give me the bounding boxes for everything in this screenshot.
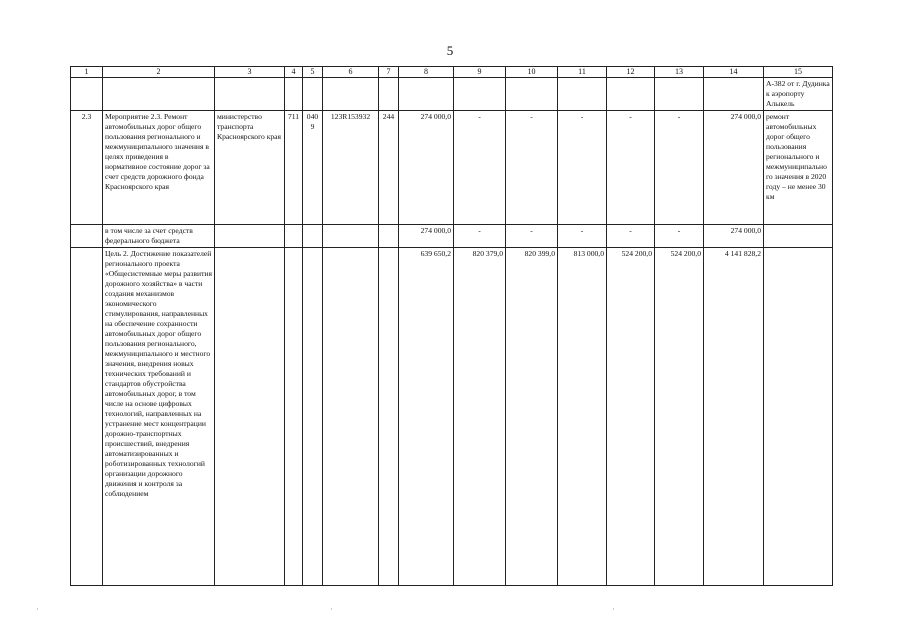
value-cell: 813 000,0 [558, 247, 607, 585]
total-value-cell: 274 000,0 [704, 224, 764, 247]
csr-cell: 123R153932 [323, 110, 379, 224]
row-number-cell: 2.3 [71, 110, 103, 224]
value-cell: 524 200,0 [655, 247, 704, 585]
total-value-cell: 4 141 828,2 [704, 247, 764, 585]
value-cell: - [655, 224, 704, 247]
result-continuation-cell: А-382 от г. Дудинка к аэропорту Алыкель [764, 77, 833, 110]
scan-speck: · [612, 604, 615, 614]
expected-result-cell: ремонт автомобильных дорог общего пользования регионального и межмуниципального значения в 2020 году – не менее 30 км [764, 110, 833, 224]
value-cell: - [607, 224, 655, 247]
column-number: 10 [506, 67, 558, 78]
column-number: 1 [71, 67, 103, 78]
value-cell: 274 000,0 [399, 110, 454, 224]
scan-speck: · [330, 604, 333, 614]
column-number: 4 [285, 67, 303, 78]
scan-speck: · [36, 604, 39, 614]
column-number: 14 [704, 67, 764, 78]
column-number: 9 [454, 67, 506, 78]
column-number: 5 [303, 67, 323, 78]
value-cell: - [454, 224, 506, 247]
rzpr-cell: 0409 [303, 110, 323, 224]
value-cell: - [558, 110, 607, 224]
table-row-goal [71, 247, 833, 585]
column-number: 15 [764, 67, 833, 78]
value-cell: - [558, 224, 607, 247]
column-number: 7 [379, 67, 399, 78]
value-cell: - [655, 110, 704, 224]
program-table [70, 66, 833, 586]
value-cell: 274 000,0 [399, 224, 454, 247]
value-cell: 524 200,0 [607, 247, 655, 585]
value-cell: 639 650,2 [399, 247, 454, 585]
value-cell: - [607, 110, 655, 224]
column-number: 8 [399, 67, 454, 78]
executor-cell: министерство транспорта Красноярского края [215, 110, 285, 224]
grbs-cell: 711 [285, 110, 303, 224]
column-number: 13 [655, 67, 704, 78]
table-row-measure [71, 110, 833, 224]
value-cell: - [454, 110, 506, 224]
value-cell: 820 399,0 [506, 247, 558, 585]
total-value-cell: 274 000,0 [704, 110, 764, 224]
column-number: 6 [323, 67, 379, 78]
column-number: 12 [607, 67, 655, 78]
column-number-row [71, 67, 833, 78]
federal-budget-label-cell: в том числе за счет средств федерального бюджета [103, 224, 215, 247]
table-row-continuation [71, 77, 833, 110]
value-cell: - [506, 224, 558, 247]
page-number: 5 [446, 43, 454, 58]
measure-name-cell: Мероприятие 2.3. Ремонт автомобильных дорог общего пользования регионального и межмуниципального значения в целях приведения в нормативное состояние дорог за счет средств дорожного фонда Красноярского края [103, 110, 215, 224]
column-number: 2 [103, 67, 215, 78]
value-cell: - [506, 110, 558, 224]
column-number: 11 [558, 67, 607, 78]
column-number: 3 [215, 67, 285, 78]
goal-description-cell: Цель 2. Достижение показателей регионального проекта «Общесистемные меры развития дорожного хозяйства» в части создания механизмов экономического стимулирования, направленных на обеспечение сохранности автомобильных дорог общего пользования регионального, межмуниципального и местного значения, внедрения новых технических требований и стандартов обустройства автомобильных дорог, в том числе на основе цифровых технологий, направленных на устранение мест концентрации дорожно-транспортных происшествий, внедрения автоматизированных и роботизированных технологий организации дорожного движения и контроля за соблюдением [103, 247, 215, 585]
table-row-federal [71, 224, 833, 247]
value-cell: 820 379,0 [454, 247, 506, 585]
vr-cell: 244 [379, 110, 399, 224]
